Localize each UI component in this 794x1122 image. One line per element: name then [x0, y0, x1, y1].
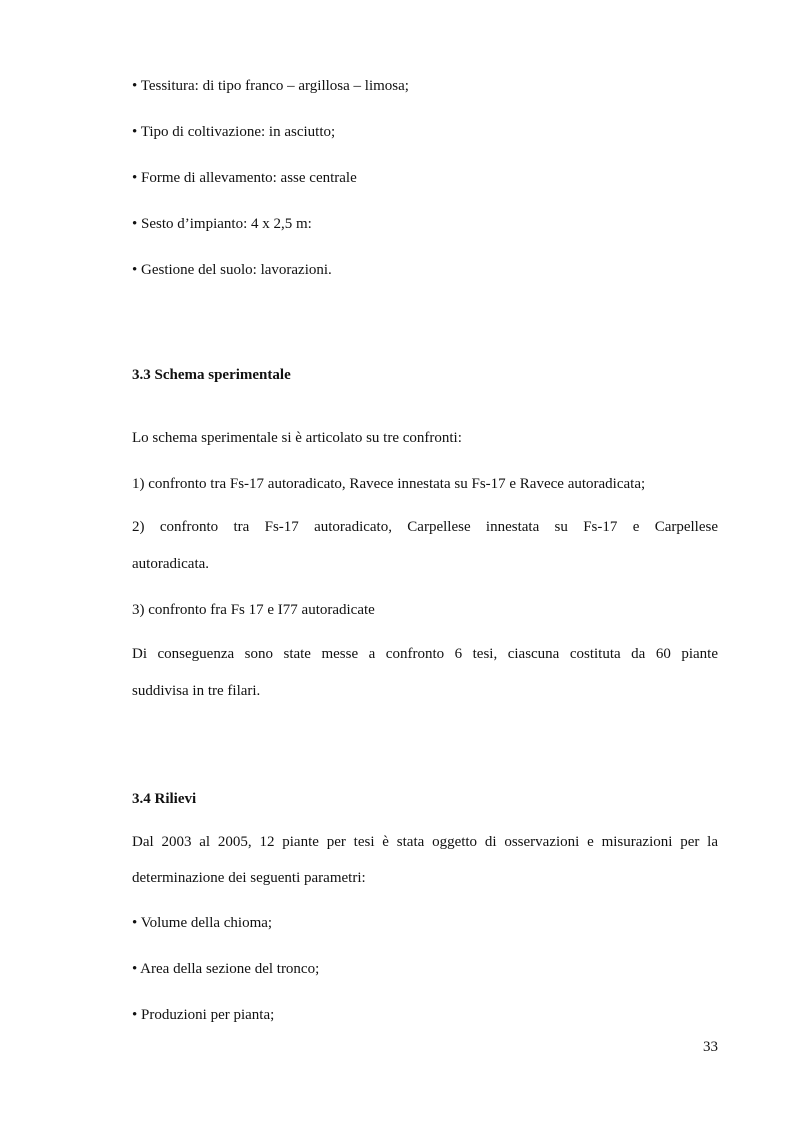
rilievi-paragraph-line-1: Dal 2003 al 2005, 12 piante per tesi è stata oggetto di osservazioni e misurazioni per la [132, 834, 718, 850]
bullet-allevamento: • Forme di allevamento: asse centrale [132, 170, 357, 186]
comparison-item-2-line-1: 2) confronto tra Fs-17 autoradicato, Carpellese innestata su Fs-17 e Carpellese [132, 519, 718, 535]
bullet-sesto-impianto: • Sesto d’impianto: 4 x 2,5 m: [132, 216, 312, 232]
page-number: 33 [703, 1039, 718, 1055]
section-heading-3-3: 3.3 Schema sperimentale [132, 367, 291, 383]
comparison-item-1: 1) confronto tra Fs-17 autoradicato, Ravece innestata su Fs-17 e Ravece autoradicata; [132, 476, 646, 492]
section-3-3-intro: Lo schema sperimentale si è articolato su tre confronti: [132, 430, 462, 446]
rilievi-paragraph-line-2: determinazione dei seguenti parametri: [132, 870, 366, 886]
comparison-item-3: 3) confronto fra Fs 17 e I77 autoradicate [132, 602, 375, 618]
bullet-gestione-suolo: • Gestione del suolo: lavorazioni. [132, 262, 332, 278]
bullet-produzioni: • Produzioni per pianta; [132, 1007, 275, 1023]
bullet-tessitura: • Tessitura: di tipo franco – argillosa – limosa; [132, 78, 409, 94]
bullet-coltivazione: • Tipo di coltivazione: in asciutto; [132, 124, 336, 140]
comparison-item-2-line-2: autoradicata. [132, 556, 210, 572]
summary-line-2: suddivisa in tre filari. [132, 683, 261, 699]
section-heading-3-4: 3.4 Rilievi [132, 791, 197, 807]
bullet-volume-chioma: • Volume della chioma; [132, 915, 273, 931]
summary-line-1: Di conseguenza sono state messe a confronto 6 tesi, ciascuna costituta da 60 piante [132, 646, 718, 662]
bullet-sezione-tronco: • Area della sezione del tronco; [132, 961, 320, 977]
